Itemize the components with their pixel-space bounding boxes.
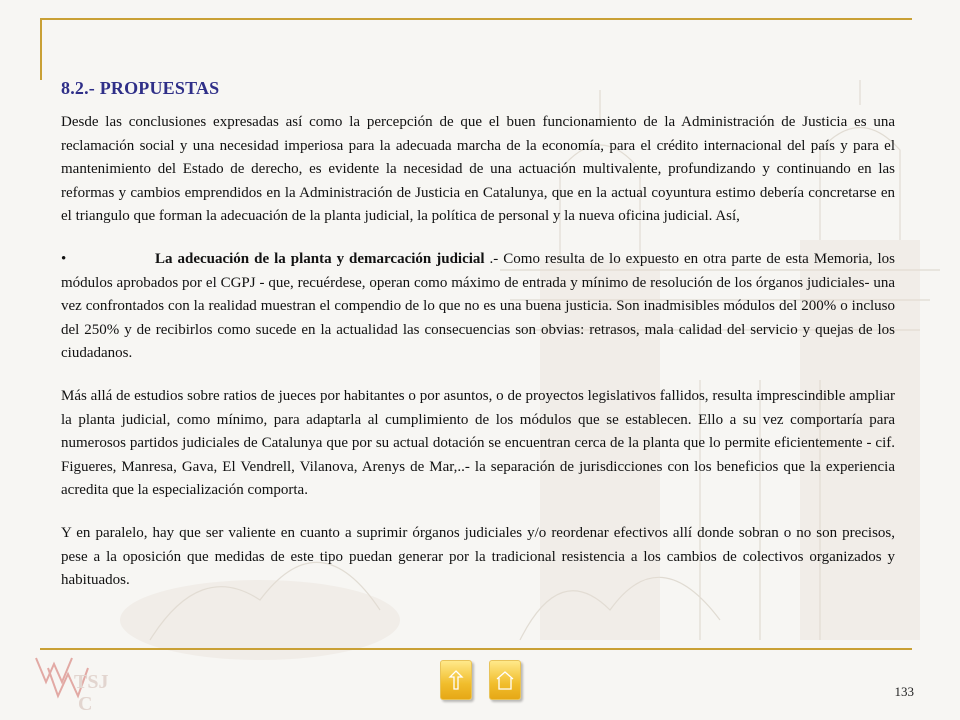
page-number: 133 xyxy=(894,684,914,699)
previous-page-button[interactable] xyxy=(440,660,472,700)
main-content xyxy=(61,78,895,612)
intro-paragraph: Desde las conclusiones expresadas así como la percepción de que el buen funcionamiento de la Administración de Justicia es una reclamación social y una necesidad imperiosa para la adecuada marcha de la economía, para el crédito internacional del país y para el mantenimiento del Estado de derecho, es evidente la necesidad de una actuación multivalente, profundizando y continuando en las reformas y cambios emprendidos en la Administración de Justicia en Catalunya, que en la actual coyuntura estimo debería concretarse en el triangulo que forman la adecuación de la planta judicial, la política de personal y la nueva oficina judicial. Así, xyxy=(61,114,895,225)
logo-lettering: TSJ xyxy=(74,671,109,693)
third-paragraph: Y en paralelo, hay que ser valiente en cuanto a suprimir órganos judiciales y/o reordenar efectivos allí donde sobran o no son precisos, pese a la oposición que medidas de este tipo puedan generar por la tradicional resistencia a los cambios de colectivos organizados y habituados. xyxy=(61,524,895,589)
svg-text:C: C xyxy=(78,693,93,715)
home-icon xyxy=(495,669,515,691)
section-heading: 8.2.- PROPUESTAS xyxy=(61,78,220,98)
tsjc-logo xyxy=(34,644,124,716)
bullet-paragraph xyxy=(61,248,895,366)
second-paragraph: Más allá de estudios sobre ratios de jueces por habitantes o por asuntos, o de proyectos legislativos fallidos, resulta imprescindible ampliar la planta judicial, como mínimo, para adaptarla al cumplimiento de los módulos que se establecen. Ello a su vez comportaría para numerosos partidos judiciales de Catalunya que por su actual dotación se encuentran cerca de la planta que lo permite eficientemente - cif. Figueres, Manresa, Gava, El Vendrell, Vilanova, Arenys de Mar,..- la separación de jurisdicciones con los beneficios que la experiencia acredita que la especialización comporta. xyxy=(61,387,895,499)
frame-top-rule xyxy=(40,18,912,20)
bullet-text: .- Como resulta de lo expuesto en otra parte de esta Memoria, los módulos aprobados por el CGPJ - que, recuérdese, operan como máximo de entrada y mínimo de resolución de los órganos judiciales- una vez confrontados con la realidad muestran el compendio de lo que no es una buena justicia. Son inadmisibles módulos del 200% o incluso del 250% y de recibirlos como sucede en la actualidad las consecuencias son obvias: retrasos, mala calidad del servicio y quejas de los ciudadanos. xyxy=(61,250,896,362)
bottom-rule xyxy=(40,648,912,650)
bullet-icon: • xyxy=(61,250,67,267)
up-arrow-icon xyxy=(448,669,464,691)
home-button[interactable] xyxy=(489,660,521,700)
bullet-lead: La adecuación de la planta y demarcación judicial xyxy=(155,250,485,267)
frame-left-rule xyxy=(40,18,42,80)
